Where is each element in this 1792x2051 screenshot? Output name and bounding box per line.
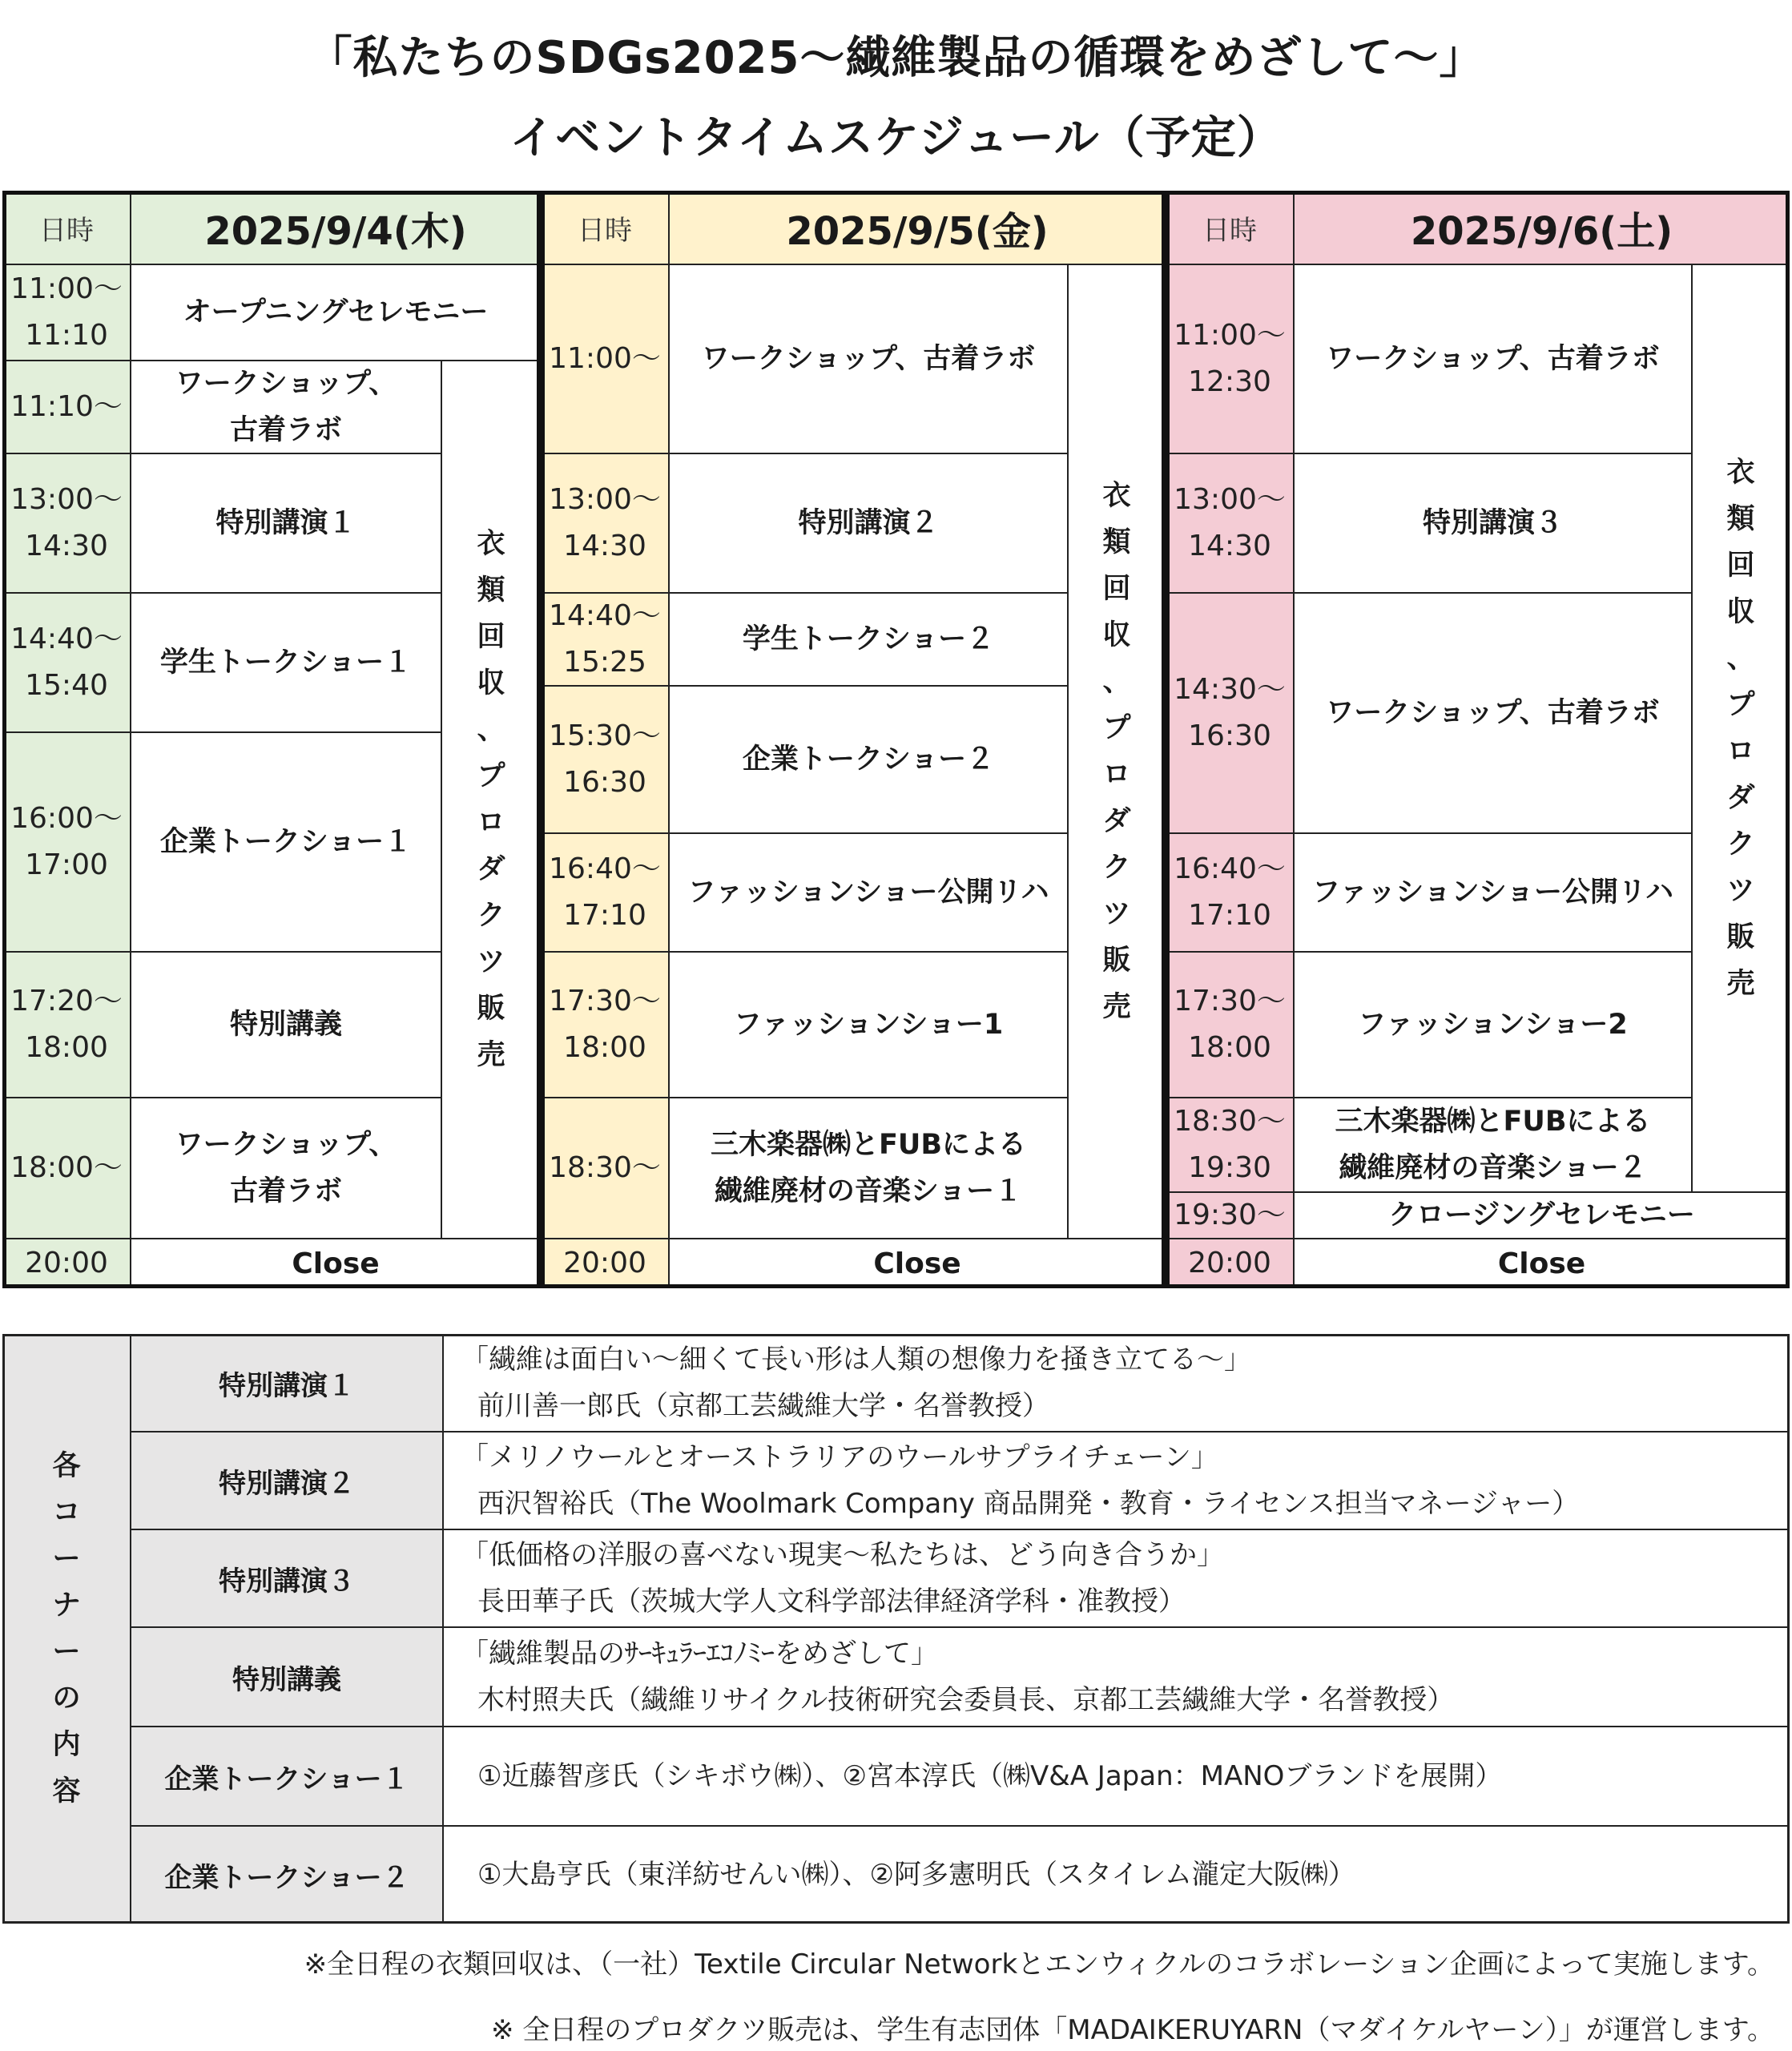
time-cell: 18:30～ 19:30 [1166,1098,1294,1192]
footnote-sales: ※ 全日程のプロダクツ販売は、学生有志団体「MADAIKERUYARN（マダイケルヤーン）」が運営します。 [490,2014,1774,2046]
time-cell: 14:30～ 16:30 [1166,593,1294,833]
time-cell: 18:30～ [541,1098,669,1239]
time-cell: 20:00 [2,1239,131,1288]
event-special-lecture-1: 特別講演１ [131,453,441,593]
event-fashion-rehearsal: ファッションショー公開リハ [669,833,1068,952]
time-cell: 14:40～ 15:25 [541,593,669,686]
corner-label: 企業トークショー２ [131,1826,443,1924]
corner-description: 「低価格の洋服の喜べない現実～私たちは、どう向き合うか」 長田華子氏（茨城大学人文科学部法律経済学科・准教授） [443,1529,1790,1627]
time-cell: 19:30～ [1166,1192,1294,1239]
event-special-class: 特別講義 [131,952,441,1098]
event-fashion-show-2: ファッションショー2 [1294,952,1692,1098]
time-cell: 20:00 [1166,1239,1294,1288]
event-special-lecture-2: 特別講演２ [669,453,1068,593]
event-close: Close [669,1239,1166,1288]
event-music-show-2: 三木楽器㈱とFUBによる 繊維廃材の音楽ショー２ [1294,1098,1692,1192]
corner-description: ①大島亨氏（東洋紡せんい㈱）、②阿多憲明氏（スタイレム瀧定大阪㈱） [443,1826,1790,1924]
corner-label: 特別講演３ [131,1529,443,1627]
time-cell: 13:00～ 14:30 [1166,453,1294,593]
time-cell: 17:30～ 18:00 [1166,952,1294,1098]
time-cell: 13:00～ 14:30 [2,453,131,593]
time-cell: 11:10～ [2,361,131,453]
date-header: 2025/9/5(金) [669,191,1166,264]
event-opening-ceremony: オープニングセレモニー [131,264,541,361]
time-cell: 16:40～ 17:10 [1166,833,1294,952]
event-workshop: ワークショップ、 古着ラボ [131,361,441,453]
event-special-lecture-3: 特別講演３ [1294,453,1692,593]
event-fashion-show-1: ファッションショー1 [669,952,1068,1098]
event-close: Close [1294,1239,1790,1288]
corners-section-title: 各 コ ー ナ ー の 内 容 [2,1334,131,1924]
event-student-talk-2: 学生トークショー２ [669,593,1068,686]
time-cell: 15:30～ 16:30 [541,686,669,833]
date-header: 2025/9/4(木) [131,191,541,264]
time-cell: 13:00～ 14:30 [541,453,669,593]
header-label: 日時 [2,191,131,264]
corner-label: 特別講義 [131,1627,443,1727]
time-cell: 11:00～ 12:30 [1166,264,1294,453]
corner-label: 特別講演２ [131,1432,443,1529]
event-closing-ceremony: クロージングセレモニー [1294,1192,1790,1239]
time-cell: 11:00～ 11:10 [2,264,131,361]
side-collection-sales: 衣 類 回 収 、 プ ロ ダ ク ツ 販 売 [1068,264,1166,1239]
time-cell: 16:40～ 17:10 [541,833,669,952]
footnote-collection: ※全日程の衣類回収は、（一社）Textile Circular Networkとエンウィクルのコラボレーション企画によって実施します。 [304,1948,1774,1980]
day-schedule-1 [2,191,541,1288]
event-music-show-1: 三木楽器㈱とFUBによる 繊維廃材の音楽ショー１ [669,1098,1068,1239]
header-label: 日時 [541,191,669,264]
event-fashion-rehearsal: ファッションショー公開リハ [1294,833,1692,952]
corner-description: 「メリノウールとオーストラリアのウールサプライチェーン」 西沢智裕氏（The Woolmark Company 商品開発・教育・ライセンス担当マネージャー） [443,1432,1790,1529]
time-cell: 11:00～ [541,264,669,453]
side-collection-sales: 衣 類 回 収 、 プ ロ ダ ク ツ 販 売 [1692,264,1790,1192]
time-cell: 16:00～ 17:00 [2,732,131,952]
time-cell: 14:40～ 15:40 [2,593,131,732]
time-cell: 17:30～ 18:00 [541,952,669,1098]
day-schedule-3 [1166,191,1790,1288]
corner-label: 企業トークショー１ [131,1727,443,1826]
event-student-talk-1: 学生トークショー１ [131,593,441,732]
event-workshop: ワークショップ、 古着ラボ [131,1098,441,1239]
day-schedule-2 [541,191,1166,1288]
date-header: 2025/9/6(土) [1294,191,1790,264]
corner-description: 「繊維は面白い～細くて長い形は人類の想像力を掻き立てる～」 前川善一郎氏（京都工芸繊維大学・名誉教授） [443,1334,1790,1432]
time-cell: 20:00 [541,1239,669,1288]
time-cell: 18:00～ [2,1098,131,1239]
event-workshop: ワークショップ、古着ラボ [1294,264,1692,453]
corner-label: 特別講演１ [131,1334,443,1432]
header-label: 日時 [1166,191,1294,264]
corner-description: 「繊維製品のｻｰｷｭﾗｰｴｺﾉﾐｰをめざして」 木村照夫氏（繊維リサイクル技術研究会委員長、京都工芸繊維大学・名誉教授） [443,1627,1790,1727]
event-workshop: ワークショップ、古着ラボ [1294,593,1692,833]
event-workshop: ワークショップ、古着ラボ [669,264,1068,453]
time-cell: 17:20～ 18:00 [2,952,131,1098]
event-company-talk-2: 企業トークショー２ [669,686,1068,833]
corner-description: ①近藤智彦氏（シキボウ㈱）、②宮本淳氏（㈱V&A Japan：MANOブランドを展開） [443,1727,1790,1826]
title-line-2: イベントタイムスケジュール（予定） [509,112,1283,164]
event-company-talk-1: 企業トークショー１ [131,732,441,952]
event-close: Close [131,1239,541,1288]
side-collection-sales: 衣 類 回 収 、 プ ロ ダ ク ツ 販 売 [441,361,541,1239]
title-line-1: 「私たちのSDGs2025～繊維製品の循環をめざして～」 [307,32,1485,84]
corners-table [2,1334,1790,1924]
